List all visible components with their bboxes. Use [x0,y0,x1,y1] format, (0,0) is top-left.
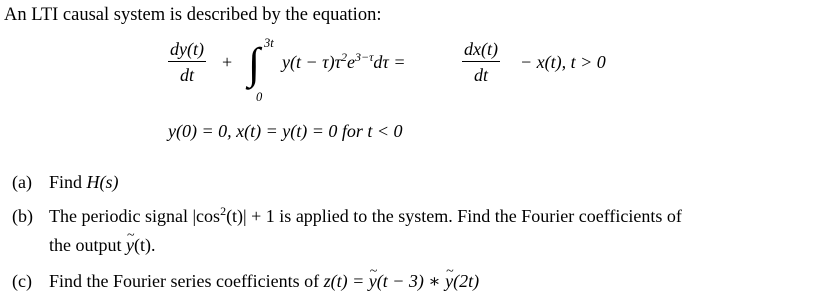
part-b-label: (b) [12,206,33,226]
part-a-label: (a) [12,172,32,192]
lhs-fraction [168,38,206,86]
rhs-tail: − x(t), t > 0 [520,52,606,72]
rhs-numerator: dx(t) [464,39,498,59]
part-c-label: (c) [12,271,32,291]
part-c-text: Find the Fourier series coefficients of [49,271,324,291]
plus-sign: + [222,52,233,72]
rhs-fraction-bar [462,61,500,62]
part-c-z: z(t) = [323,271,369,291]
lhs-fraction-bar [168,61,206,62]
part-b-square: 2 [220,204,227,218]
lhs-numerator: dy(t) [170,39,204,59]
rhs-fraction [462,38,500,86]
part-c [12,270,479,292]
integral-sign: ∫ [248,39,261,88]
part-a-math: H(s) [86,172,119,192]
part-a-text: Find [49,172,87,192]
part-c-y2: y ~ [445,270,453,292]
part-c-y1: y ~ [369,270,377,292]
part-b [12,205,682,227]
initial-conditions: y(0) = 0, x(t) = y(t) = 0 for t < 0 [168,121,403,141]
part-a [12,171,119,193]
differential-integral-equation [168,38,648,108]
integrand: $y(t - \tau)\tau^2e^{3-\tau}d\tau$ = [282,50,406,72]
part-c-end: (2t) [453,271,480,291]
integral-lower-limit: 0 [256,90,263,104]
integral-upper-limit: 3t [264,36,274,50]
intro-text: An LTI causal system is described by the equation: [4,5,382,25]
part-b-output-symbol: y ~ [126,234,134,256]
part-b-text-2b: (t). [134,235,156,255]
rhs-denominator: dt [473,65,488,85]
part-b-text-1b: (t)| + 1 is applied to the system. Find the Fourier coefficients of [226,206,682,226]
part-c-mid: (t − 3) ∗ [376,271,446,291]
part-b-text-2a: the output [49,235,126,255]
lhs-denominator: dt [179,65,194,85]
part-b-continued [49,234,156,256]
part-b-text-1a: The periodic signal |cos [49,206,221,226]
